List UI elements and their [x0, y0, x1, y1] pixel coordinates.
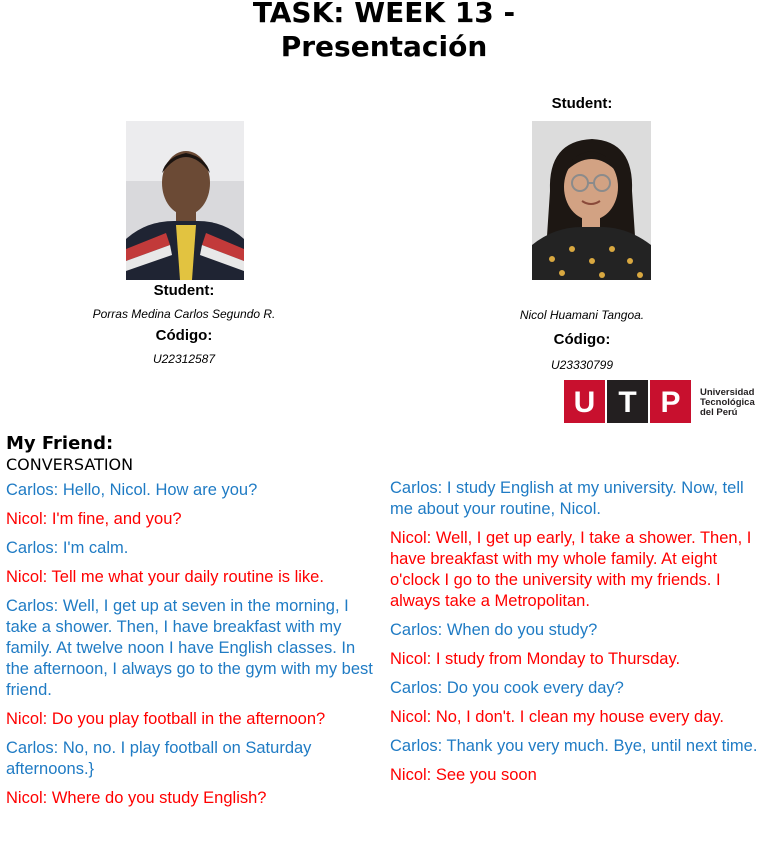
conversation-line-carlos: Carlos: I study English at my university. Now, tell me about your routine, Nicol.	[390, 479, 744, 518]
conversation-line-nicol: Nicol: I'm fine, and you?	[6, 510, 182, 528]
conversation-line-nicol: Nicol: Do you play football in the afternoon?	[6, 710, 326, 728]
title-line-1: TASK: WEEK 13 -	[252, 0, 516, 29]
conversation-line-carlos: Carlos: Hello, Nicol. How are you?	[6, 481, 258, 499]
page-title	[0, 0, 768, 64]
logo-text-3: del Perú	[700, 407, 738, 418]
conversation-line-nicol: Nicol: Where do you study English?	[6, 789, 267, 807]
logo-letter-t: T	[618, 386, 637, 419]
conversation-right-column	[390, 478, 762, 794]
student2-label: Student:	[551, 95, 613, 112]
logo-text-2: Tecnológica	[700, 397, 755, 408]
utp-logo	[564, 380, 760, 428]
section-subtitle: CONVERSATION	[6, 455, 134, 474]
conversation-line-carlos: Carlos: Thank you very much. Bye, until next time.	[390, 737, 758, 755]
student1-code: U22312587	[152, 352, 216, 366]
student2-name: Nicol Huamani Tangoa.	[519, 308, 645, 322]
conversation-line-carlos: Carlos: No, no. I play football on Saturday afternoons.}	[6, 739, 312, 778]
logo-text-1: Universidad	[700, 387, 755, 398]
conversation-line-nicol: Nicol: Well, I get up early, I take a shower. Then, I have breakfast with my whole family. At eight o'clock I go to the university with my friends. I always take a Metropolitan.	[390, 529, 752, 610]
conversation-left-column	[6, 480, 376, 817]
conversation-line-nicol: Nicol: See you soon	[390, 766, 537, 784]
conversation-line-carlos: Carlos: Do you cook every day?	[390, 679, 624, 697]
student1-name: Porras Medina Carlos Segundo R.	[92, 307, 276, 321]
student1-code-label: Código:	[155, 327, 213, 344]
student1-photo	[126, 121, 244, 280]
title-line-2: Presentación	[280, 30, 488, 63]
logo-letter-p: P	[660, 386, 681, 419]
conversation-line-nicol: Nicol: Tell me what your daily routine is like.	[6, 568, 324, 586]
conversation-line-carlos: Carlos: When do you study?	[390, 621, 598, 639]
student2-photo	[532, 121, 651, 280]
student2-code: U23330799	[550, 358, 614, 372]
logo-letter-u: U	[573, 386, 596, 419]
student1-label: Student:	[153, 282, 215, 299]
conversation-line-carlos: Carlos: Well, I get up at seven in the morning, I take a shower. Then, I have breakfast with my family. At twelve noon I have English classes. In the afternoon, I always go to the gym with my best friend.	[6, 597, 373, 699]
conversation-line-nicol: Nicol: No, I don't. I clean my house every day.	[390, 708, 724, 726]
conversation-line-carlos: Carlos: I'm calm.	[6, 539, 129, 557]
student2-code-label: Código:	[553, 331, 611, 348]
conversation-line-nicol: Nicol: I study from Monday to Thursday.	[390, 650, 681, 668]
section-title: My Friend:	[6, 433, 114, 454]
